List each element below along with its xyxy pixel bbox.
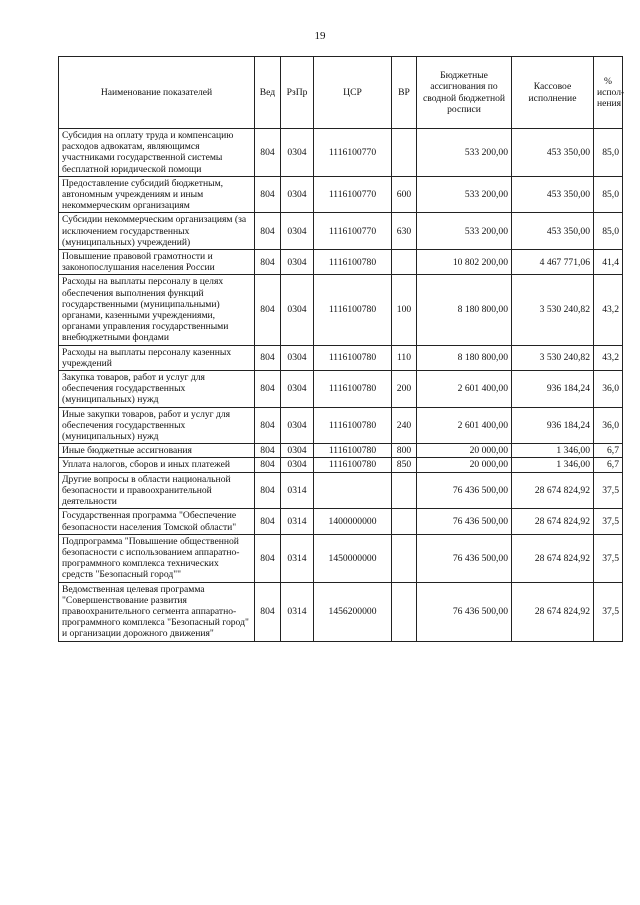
row-vr-cell: 850 (392, 458, 417, 472)
row-csr-cell: 1116100770 (314, 213, 392, 250)
row-ved-cell: 804 (255, 213, 281, 250)
row-name-cell: Подпрограмма "Повышение общественной безопасности с использованием аппаратно-программного комплекса технических средств "Безопасный город"" (59, 534, 255, 582)
header-row (59, 57, 623, 129)
table-row (59, 534, 623, 582)
row-pct-cell: 41,4 (594, 250, 623, 275)
row-budget-cell: 20 000,00 (417, 458, 512, 472)
row-vr-cell: 200 (392, 371, 417, 408)
row-rzpr-cell: 0304 (281, 129, 314, 177)
row-vr-cell: 110 (392, 345, 417, 370)
row-rzpr-cell: 0314 (281, 509, 314, 534)
row-cash-cell: 1 346,00 (512, 444, 594, 458)
row-name-cell: Иные бюджетные ассигнования (59, 444, 255, 458)
row-cash-cell: 936 184,24 (512, 371, 594, 408)
row-pct-cell: 43,2 (594, 275, 623, 345)
table-row (59, 176, 623, 213)
row-cash-cell: 28 674 824,92 (512, 509, 594, 534)
row-ved-cell: 804 (255, 275, 281, 345)
row-budget-cell: 20 000,00 (417, 444, 512, 458)
table-row (59, 213, 623, 250)
row-csr-cell: 1116100780 (314, 458, 392, 472)
row-ved-cell: 804 (255, 444, 281, 458)
row-rzpr-cell: 0304 (281, 345, 314, 370)
row-name-cell: Ведомственная целевая программа "Совершенствование развития правоохранительного сегмента аппаратно-программного комплекса "Безопасный город" и организации дорожного движения" (59, 582, 255, 641)
header-vr: ВР (392, 57, 417, 129)
header-name: Наименование показателей (59, 57, 255, 129)
table-row (59, 345, 623, 370)
row-name-cell: Расходы на выплаты персоналу казенных учреждений (59, 345, 255, 370)
table-row (59, 407, 623, 444)
row-rzpr-cell: 0314 (281, 472, 314, 509)
table-row (59, 129, 623, 177)
row-ved-cell: 804 (255, 582, 281, 641)
row-name-cell: Уплата налогов, сборов и иных платежей (59, 458, 255, 472)
row-csr-cell: 1116100780 (314, 371, 392, 408)
row-ved-cell: 804 (255, 176, 281, 213)
header-cash: Кассовое исполнение (512, 57, 594, 129)
header-pct: % испол-нения (594, 57, 623, 129)
row-budget-cell: 2 601 400,00 (417, 371, 512, 408)
row-vr-cell (392, 582, 417, 641)
table-row (59, 509, 623, 534)
row-rzpr-cell: 0314 (281, 534, 314, 582)
row-name-cell: Государственная программа "Обеспечение безопасности населения Томской области" (59, 509, 255, 534)
row-rzpr-cell: 0304 (281, 371, 314, 408)
row-name-cell: Иные закупки товаров, работ и услуг для обеспечения государственных (муниципальных) нужд (59, 407, 255, 444)
row-budget-cell: 8 180 800,00 (417, 345, 512, 370)
row-csr-cell: 1116100780 (314, 444, 392, 458)
row-csr-cell (314, 472, 392, 509)
row-vr-cell: 240 (392, 407, 417, 444)
row-name-cell: Закупка товаров, работ и услуг для обеспечения государственных (муниципальных) нужд (59, 371, 255, 408)
row-pct-cell: 36,0 (594, 371, 623, 408)
table-row (59, 250, 623, 275)
table-row (59, 582, 623, 641)
row-ved-cell: 804 (255, 472, 281, 509)
row-cash-cell: 936 184,24 (512, 407, 594, 444)
row-rzpr-cell: 0304 (281, 250, 314, 275)
header-csr: ЦСР (314, 57, 392, 129)
row-name-cell: Другие вопросы в области национальной безопасности и правоохранительной деятельности (59, 472, 255, 509)
row-vr-cell (392, 472, 417, 509)
row-budget-cell: 533 200,00 (417, 213, 512, 250)
row-pct-cell: 37,5 (594, 582, 623, 641)
table-row (59, 275, 623, 345)
row-pct-cell: 85,0 (594, 213, 623, 250)
row-cash-cell: 453 350,00 (512, 213, 594, 250)
row-name-cell: Повышение правовой грамотности и законопослушания населения России (59, 250, 255, 275)
header-rzpr: РзПр (281, 57, 314, 129)
row-cash-cell: 28 674 824,92 (512, 582, 594, 641)
row-cash-cell: 28 674 824,92 (512, 472, 594, 509)
row-cash-cell: 453 350,00 (512, 129, 594, 177)
row-name-cell: Субсидия на оплату труда и компенсацию расходов адвокатам, являющимся участниками государственной системы бесплатной юридической помощи (59, 129, 255, 177)
row-vr-cell: 600 (392, 176, 417, 213)
row-vr-cell (392, 250, 417, 275)
budget-table (58, 56, 623, 642)
row-ved-cell: 804 (255, 371, 281, 408)
page-number: 19 (314, 30, 326, 42)
row-pct-cell: 37,5 (594, 509, 623, 534)
row-vr-cell: 100 (392, 275, 417, 345)
row-vr-cell: 630 (392, 213, 417, 250)
row-ved-cell: 804 (255, 250, 281, 275)
table-row (59, 472, 623, 509)
row-ved-cell: 804 (255, 407, 281, 444)
row-csr-cell: 1400000000 (314, 509, 392, 534)
row-budget-cell: 2 601 400,00 (417, 407, 512, 444)
row-budget-cell: 76 436 500,00 (417, 509, 512, 534)
row-pct-cell: 36,0 (594, 407, 623, 444)
row-rzpr-cell: 0314 (281, 582, 314, 641)
row-ved-cell: 804 (255, 509, 281, 534)
row-ved-cell: 804 (255, 345, 281, 370)
row-csr-cell: 1456200000 (314, 582, 392, 641)
row-ved-cell: 804 (255, 129, 281, 177)
table-row (59, 458, 623, 472)
row-pct-cell: 85,0 (594, 176, 623, 213)
row-budget-cell: 76 436 500,00 (417, 582, 512, 641)
row-rzpr-cell: 0304 (281, 275, 314, 345)
row-cash-cell: 3 530 240,82 (512, 275, 594, 345)
row-vr-cell (392, 129, 417, 177)
row-rzpr-cell: 0304 (281, 176, 314, 213)
row-csr-cell: 1116100780 (314, 250, 392, 275)
row-pct-cell: 6,7 (594, 458, 623, 472)
row-csr-cell: 1116100780 (314, 275, 392, 345)
row-rzpr-cell: 0304 (281, 458, 314, 472)
row-name-cell: Расходы на выплаты персоналу в целях обеспечения выполнения функций государственными (муниципальными) органами, казенными учреждениями, органами управления государственными внебюджетными фондами (59, 275, 255, 345)
row-vr-cell (392, 509, 417, 534)
row-pct-cell: 37,5 (594, 472, 623, 509)
row-ved-cell: 804 (255, 458, 281, 472)
row-name-cell: Предоставление субсидий бюджетным, автономным учреждениям и иным некоммерческим организациям (59, 176, 255, 213)
table-row (59, 371, 623, 408)
row-cash-cell: 1 346,00 (512, 458, 594, 472)
row-rzpr-cell: 0304 (281, 444, 314, 458)
row-budget-cell: 533 200,00 (417, 176, 512, 213)
row-budget-cell: 8 180 800,00 (417, 275, 512, 345)
row-csr-cell: 1116100780 (314, 345, 392, 370)
row-pct-cell: 85,0 (594, 129, 623, 177)
table-row (59, 444, 623, 458)
row-pct-cell: 37,5 (594, 534, 623, 582)
row-vr-cell: 800 (392, 444, 417, 458)
row-csr-cell: 1116100770 (314, 129, 392, 177)
header-ved: Вед (255, 57, 281, 129)
row-pct-cell: 43,2 (594, 345, 623, 370)
row-vr-cell (392, 534, 417, 582)
row-ved-cell: 804 (255, 534, 281, 582)
row-budget-cell: 10 802 200,00 (417, 250, 512, 275)
row-name-cell: Субсидии некоммерческим организациям (за исключением государственных (муниципальных) учреждений) (59, 213, 255, 250)
row-csr-cell: 1116100780 (314, 407, 392, 444)
row-budget-cell: 76 436 500,00 (417, 534, 512, 582)
row-rzpr-cell: 0304 (281, 213, 314, 250)
row-budget-cell: 76 436 500,00 (417, 472, 512, 509)
row-csr-cell: 1450000000 (314, 534, 392, 582)
row-pct-cell: 6,7 (594, 444, 623, 458)
row-cash-cell: 453 350,00 (512, 176, 594, 213)
header-budget: Бюджетные ассигнования по сводной бюджетной росписи (417, 57, 512, 129)
row-rzpr-cell: 0304 (281, 407, 314, 444)
row-csr-cell: 1116100770 (314, 176, 392, 213)
row-budget-cell: 533 200,00 (417, 129, 512, 177)
row-cash-cell: 28 674 824,92 (512, 534, 594, 582)
row-cash-cell: 3 530 240,82 (512, 345, 594, 370)
row-cash-cell: 4 467 771,06 (512, 250, 594, 275)
